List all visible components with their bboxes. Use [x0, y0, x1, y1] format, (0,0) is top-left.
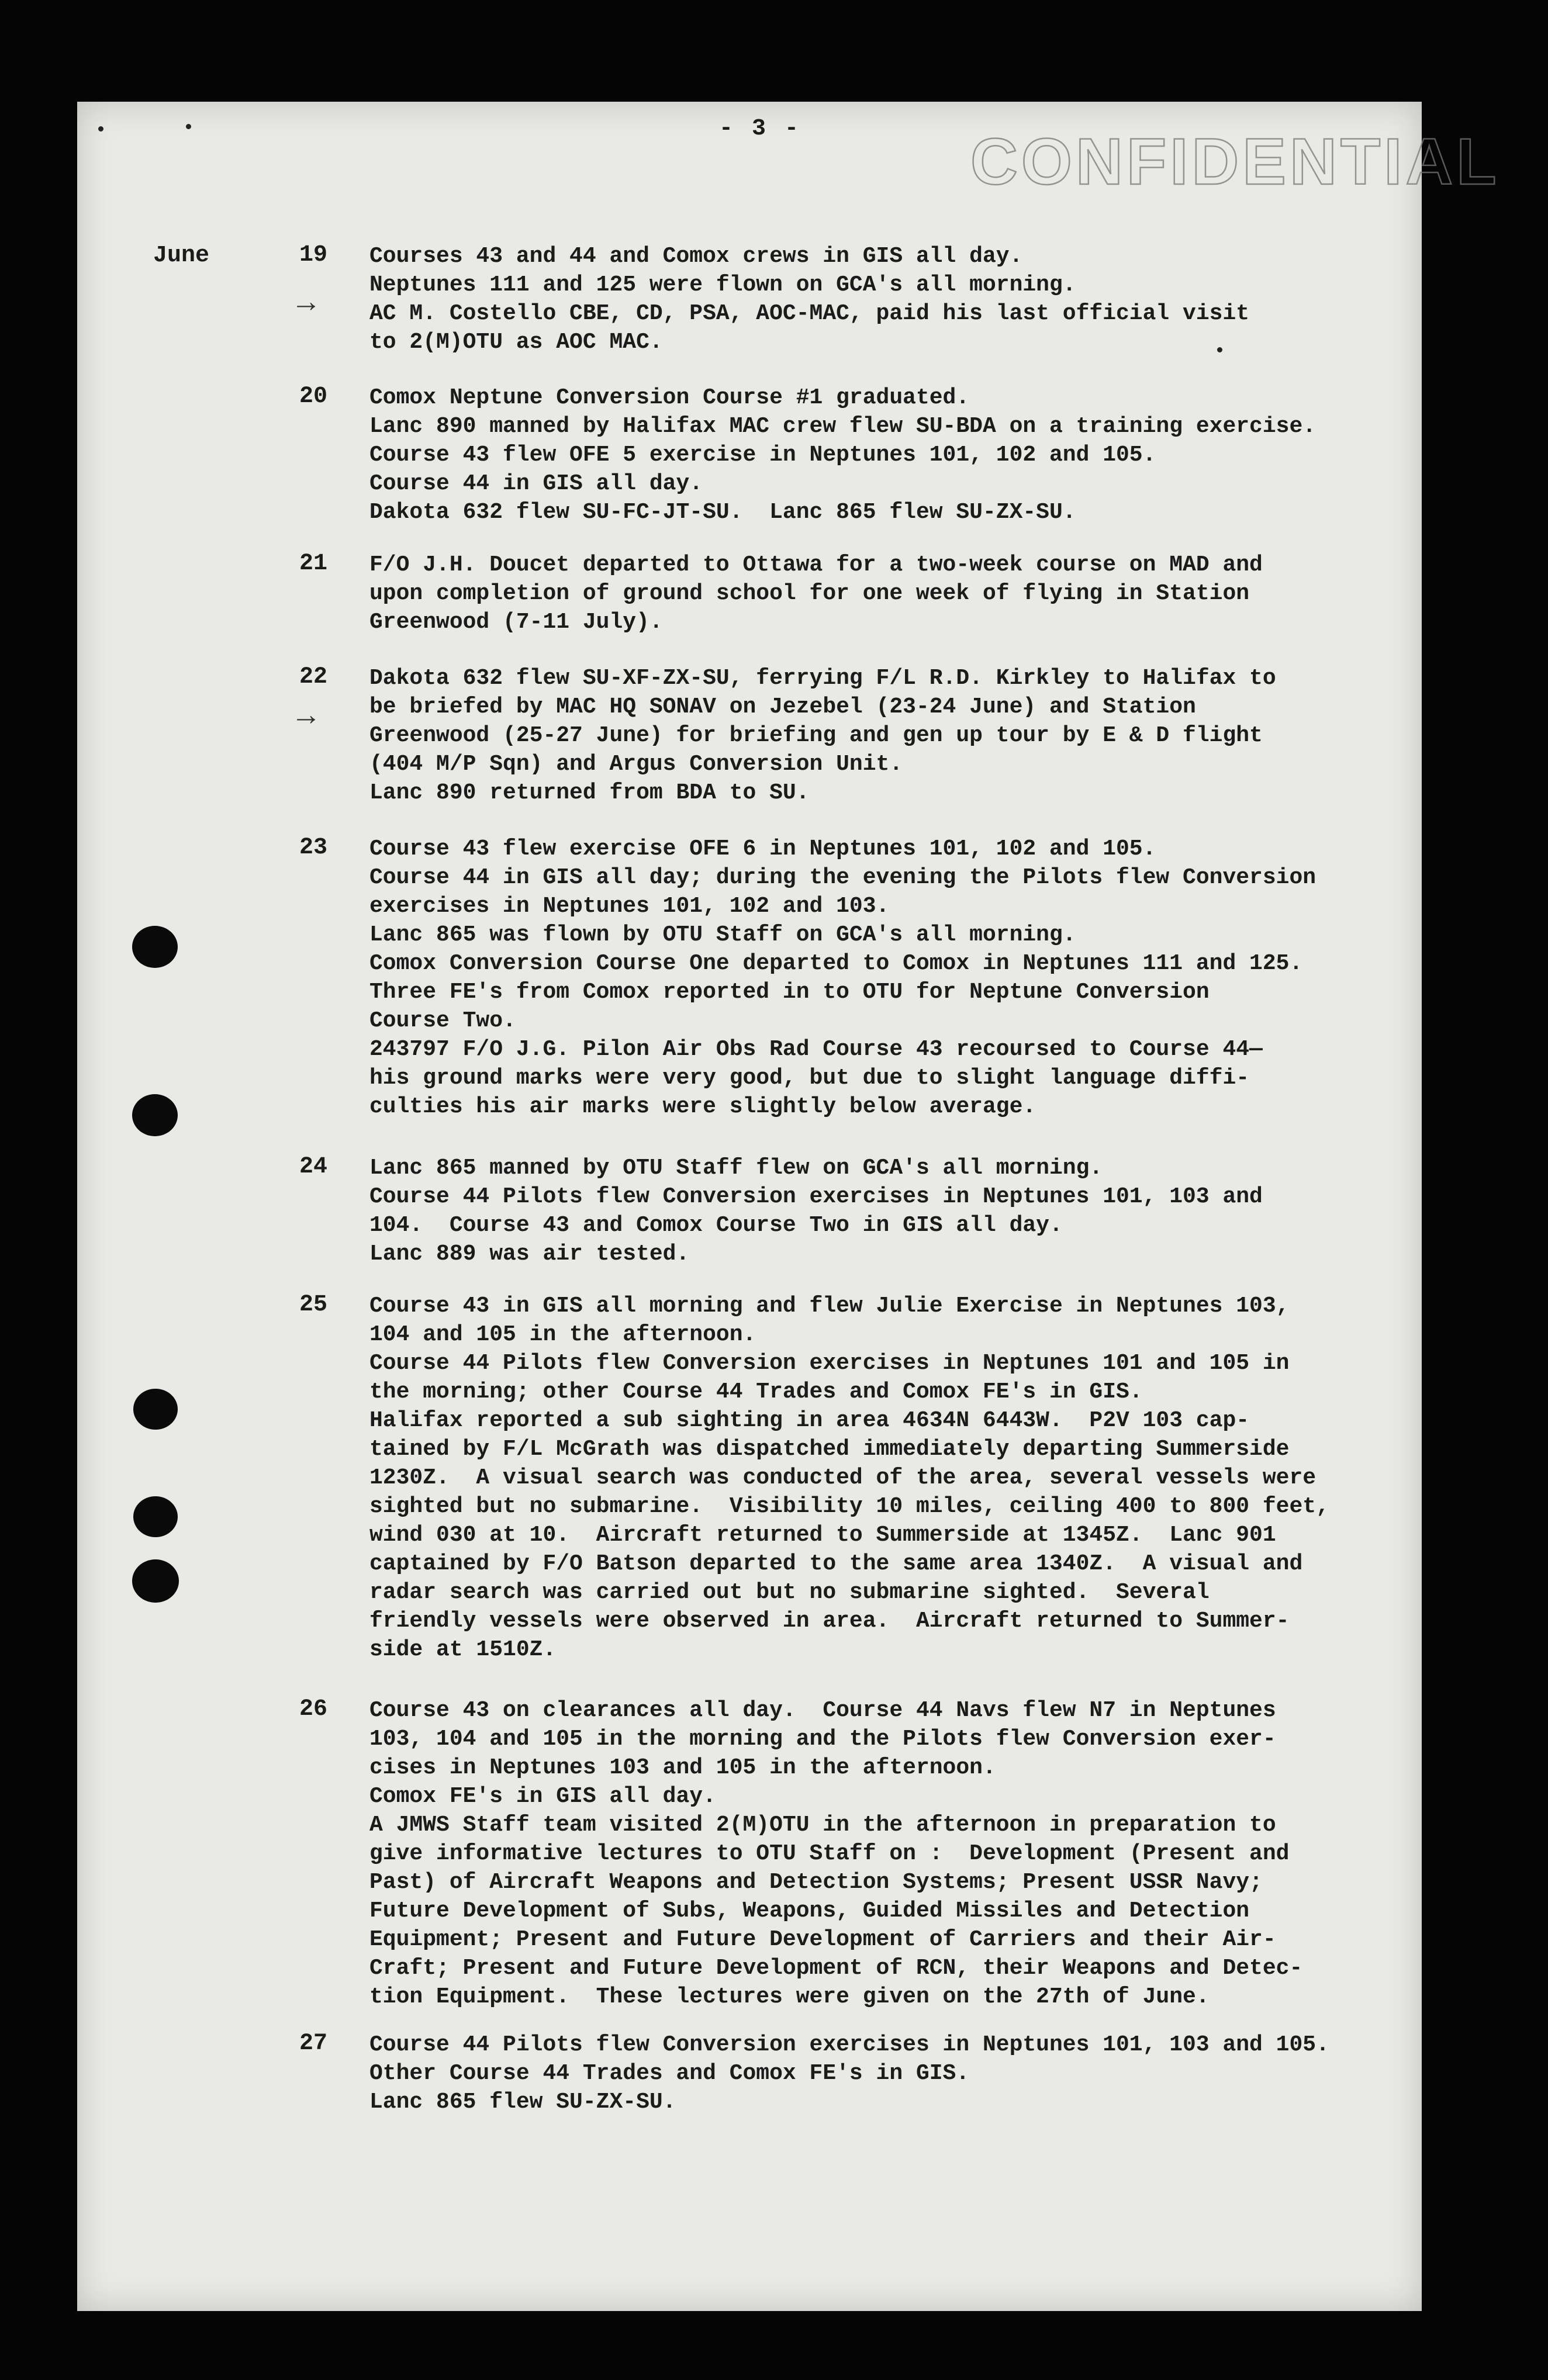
- entry-line: sighted but no submarine. Visibility 10 miles, ceiling 400 to 800 feet,: [369, 1494, 1329, 1519]
- entry-text: [369, 242, 1422, 357]
- punch-hole: [132, 1559, 179, 1603]
- punch-hole: [133, 1496, 178, 1537]
- entry-line: Three FE's from Comox reported in to OTU for Neptune Conversion: [369, 980, 1210, 1005]
- entry-line: Lanc 890 returned from BDA to SU.: [369, 780, 810, 805]
- punch-hole: [133, 1389, 178, 1430]
- entry-line: captained by F/O Batson departed to the same area 1340Z. A visual and: [369, 1551, 1303, 1576]
- entry-line: Course 44 in GIS all day.: [369, 471, 703, 496]
- confidential-stamp: CONFIDENTIAL: [970, 125, 1500, 198]
- entry-line: Course Two.: [369, 1008, 516, 1033]
- entry-day: 20: [299, 383, 328, 410]
- entry-text: [369, 383, 1422, 527]
- entry-line: Past) of Aircraft Weapons and Detection Systems; Present USSR Navy;: [369, 1870, 1263, 1895]
- entry-line: Course 43 on clearances all day. Course 44 Navs flew N7 in Neptunes: [369, 1698, 1276, 1723]
- entry-line: Comox Neptune Conversion Course #1 graduated.: [369, 385, 970, 410]
- entry-line: 1230Z. A visual search was conducted of the area, several vessels were: [369, 1465, 1317, 1490]
- entry-text: [369, 551, 1422, 636]
- entry-line: Lanc 865 flew SU-ZX-SU.: [369, 2090, 676, 2115]
- entry-line: Equipment; Present and Future Development of Carriers and their Air-: [369, 1927, 1276, 1952]
- entry-line: Greenwood (7-11 July).: [369, 610, 663, 635]
- entry-line: Course 43 flew exercise OFE 6 in Neptunes 101, 102 and 105.: [369, 836, 1156, 862]
- entry-line: 104 and 105 in the afternoon.: [369, 1322, 756, 1347]
- entry-line: radar search was carried out but no submarine sighted. Several: [369, 1580, 1210, 1605]
- month-label: June: [153, 243, 210, 269]
- entry-line: Course 43 in GIS all morning and flew Julie Exercise in Neptunes 103,: [369, 1293, 1290, 1319]
- entry-line: tained by F/L McGrath was dispatched immediately departing Summerside: [369, 1437, 1290, 1462]
- entry-line: Other Course 44 Trades and Comox FE's in GIS.: [369, 2061, 970, 2086]
- speck: [186, 124, 191, 129]
- speck: [98, 126, 103, 132]
- entry-day: 23: [299, 835, 328, 861]
- entry-line: exercises in Neptunes 101, 102 and 103.: [369, 894, 890, 919]
- entry-line: Lanc 890 manned by Halifax MAC crew flew SU-BDA on a training exercise.: [369, 414, 1317, 439]
- entry-line: Course 44 Pilots flew Conversion exercises in Neptunes 101, 103 and: [369, 1184, 1263, 1209]
- entry-line: Courses 43 and 44 and Comox crews in GIS all day.: [369, 244, 1023, 269]
- entry-line: be briefed by MAC HQ SONAV on Jezebel (23-24 June) and Station: [369, 694, 1196, 719]
- entry-line: Course 43 flew OFE 5 exercise in Neptunes 101, 102 and 105.: [369, 442, 1156, 468]
- entry-line: Dakota 632 flew SU-FC-JT-SU. Lanc 865 flew SU-ZX-SU.: [369, 500, 1076, 525]
- entry-line: his ground marks were very good, but due to slight language diffi-: [369, 1066, 1250, 1091]
- entry-line: Course 44 Pilots flew Conversion exercises in Neptunes 101, 103 and 105.: [369, 2032, 1329, 2057]
- entry-line: AC M. Costello CBE, CD, PSA, AOC-MAC, paid his last official visit: [369, 301, 1250, 326]
- entry-line: Course 44 Pilots flew Conversion exercises in Neptunes 101 and 105 in: [369, 1351, 1290, 1376]
- entry-day: 26: [299, 1696, 328, 1722]
- entry-line: Dakota 632 flew SU-XF-ZX-SU, ferrying F/L R.D. Kirkley to Halifax to: [369, 666, 1276, 691]
- entry-text: [369, 1292, 1422, 1664]
- entry-line: Craft; Present and Future Development of RCN, their Weapons and Detec-: [369, 1956, 1303, 1981]
- entry-line: 104. Course 43 and Comox Course Two in GIS all day.: [369, 1213, 1063, 1238]
- entry-line: 243797 F/O J.G. Pilon Air Obs Rad Course 43 recoursed to Course 44—: [369, 1037, 1263, 1062]
- entry-text: [369, 2030, 1422, 2116]
- entry-line: Neptunes 111 and 125 were flown on GCA's all morning.: [369, 272, 1076, 298]
- entry-line: give informative lectures to OTU Staff on : Development (Present and: [369, 1841, 1290, 1866]
- entry-line: to 2(M)OTU as AOC MAC.: [369, 330, 663, 355]
- margin-arrow-icon: →: [297, 700, 316, 734]
- entry-text: [369, 1154, 1422, 1268]
- entry-line: Lanc 865 was flown by OTU Staff on GCA's all morning.: [369, 922, 1076, 947]
- entry-line: upon completion of ground school for one week of flying in Station: [369, 581, 1250, 606]
- margin-arrow-icon: →: [297, 286, 316, 321]
- entry-line: Halifax reported a sub sighting in area 4634N 6443W. P2V 103 cap-: [369, 1408, 1250, 1433]
- entry-line: culties his air marks were slightly below average.: [369, 1094, 1036, 1119]
- entry-line: Course 44 in GIS all day; during the evening the Pilots flew Conversion: [369, 865, 1317, 890]
- entry-day: 24: [299, 1154, 328, 1180]
- entry-line: F/O J.H. Doucet departed to Ottawa for a two-week course on MAD and: [369, 552, 1263, 577]
- entry-line: wind 030 at 10. Aircraft returned to Summerside at 1345Z. Lanc 901: [369, 1523, 1276, 1548]
- entry-line: Comox Conversion Course One departed to Comox in Neptunes 111 and 125.: [369, 951, 1303, 976]
- entry-day: 21: [299, 551, 328, 577]
- entry-text: [369, 664, 1422, 807]
- entry-day: 19: [299, 242, 328, 268]
- entry-text: [369, 1696, 1422, 2011]
- entry-line: tion Equipment. These lectures were given on the 27th of June.: [369, 1984, 1210, 2009]
- entry-line: Greenwood (25-27 June) for briefing and gen up tour by E & D flight: [369, 723, 1263, 748]
- entry-line: Lanc 889 was air tested.: [369, 1241, 690, 1267]
- punch-hole: [132, 926, 178, 968]
- punch-hole: [132, 1094, 178, 1136]
- entry-line: Future Development of Subs, Weapons, Guided Missiles and Detection: [369, 1898, 1250, 1924]
- entry-day: 22: [299, 664, 328, 690]
- entry-line: friendly vessels were observed in area. Aircraft returned to Summer-: [369, 1608, 1290, 1634]
- entry-line: 103, 104 and 105 in the morning and the Pilots flew Conversion exer-: [369, 1727, 1276, 1752]
- entry-text: [369, 835, 1422, 1121]
- entry-day: 27: [299, 2030, 328, 2057]
- entry-line: A JMWS Staff team visited 2(M)OTU in the afternoon in preparation to: [369, 1812, 1276, 1838]
- entry-line: the morning; other Course 44 Trades and Comox FE's in GIS.: [369, 1379, 1143, 1405]
- entry-day: 25: [299, 1292, 328, 1318]
- entry-line: Lanc 865 manned by OTU Staff flew on GCA's all morning.: [369, 1156, 1103, 1181]
- page-number: - 3 -: [719, 116, 801, 142]
- entry-line: cises in Neptunes 103 and 105 in the afternoon.: [369, 1755, 996, 1780]
- entry-line: (404 M/P Sqn) and Argus Conversion Unit.: [369, 752, 903, 777]
- entry-line: Comox FE's in GIS all day.: [369, 1784, 716, 1809]
- entry-line: side at 1510Z.: [369, 1637, 557, 1662]
